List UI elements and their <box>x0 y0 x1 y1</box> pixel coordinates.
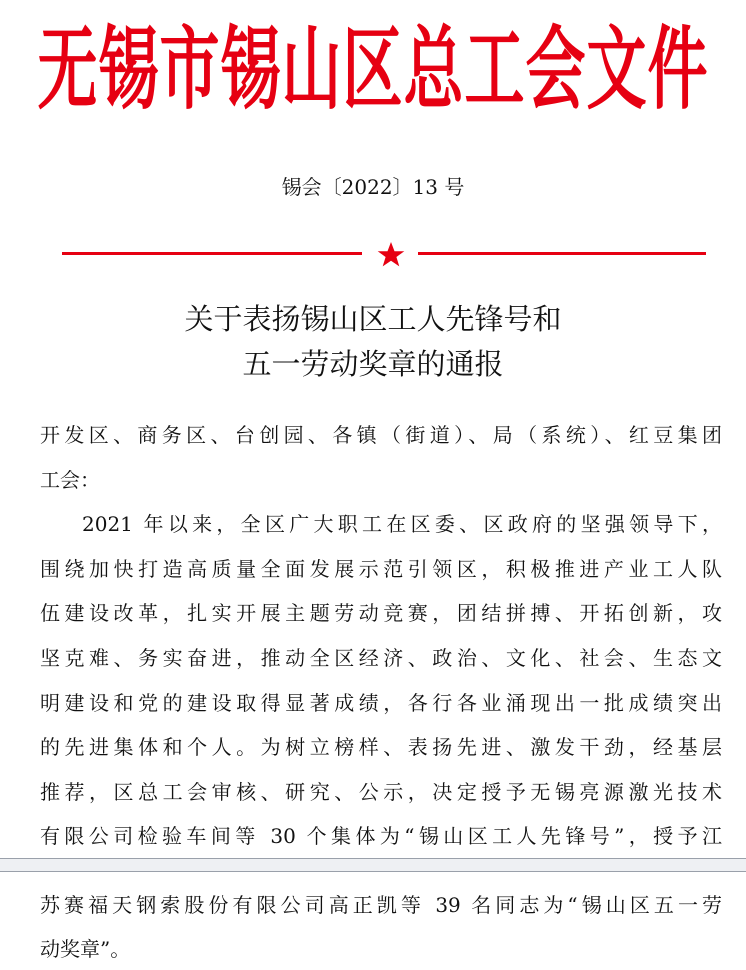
document-number: 锡会〔2022〕13 号 <box>281 175 465 199</box>
body-line: 有限公司检验车间等 30 个集体为“锡山区工人先锋号”，授予江 <box>40 824 722 848</box>
document-title-line1: 关于表扬锡山区工人先锋号和 <box>184 302 562 336</box>
body-line: 2021 年以来，全区广大职工在区委、区政府的坚强领导下， <box>82 512 722 536</box>
body-line: 苏赛福天钢索股份有限公司高正凯等 39 名同志为“锡山区五一劳 <box>40 893 722 917</box>
red-divider-right <box>418 252 706 255</box>
red-divider-left <box>62 252 362 255</box>
body-line: 伍建设改革，扎实开展主题劳动竞赛，团结拼搏、开拓创新，攻 <box>40 601 722 625</box>
body-line: 的先进集体和个人。为树立榜样、表扬先进、激发干劲，经基层 <box>40 735 722 759</box>
red-star-icon <box>374 238 408 272</box>
body-line: 工会： <box>40 468 100 492</box>
body-line: 坚克难、务实奋进，推动全区经济、政治、文化、社会、生态文 <box>40 646 722 670</box>
agency-title: 无锡市锡山区总工会文件 <box>37 17 709 123</box>
body-line: 动奖章”。 <box>40 937 131 961</box>
body-line: 明建设和党的建设取得显著成绩，各行各业涌现出一批成绩突出 <box>40 691 722 715</box>
body-line: 推荐，区总工会审核、研究、公示，决定授予无锡亮源激光技术 <box>40 780 722 804</box>
body-line: 开发区、商务区、台创园、各镇（街道）、局（系统）、红豆集团 <box>40 423 722 447</box>
document-title-line2: 五一劳动奖章的通报 <box>242 347 504 381</box>
page-break <box>0 858 746 872</box>
body-line: 围绕加快打造高质量全面发展示范引领区，积极推进产业工人队 <box>40 557 722 581</box>
